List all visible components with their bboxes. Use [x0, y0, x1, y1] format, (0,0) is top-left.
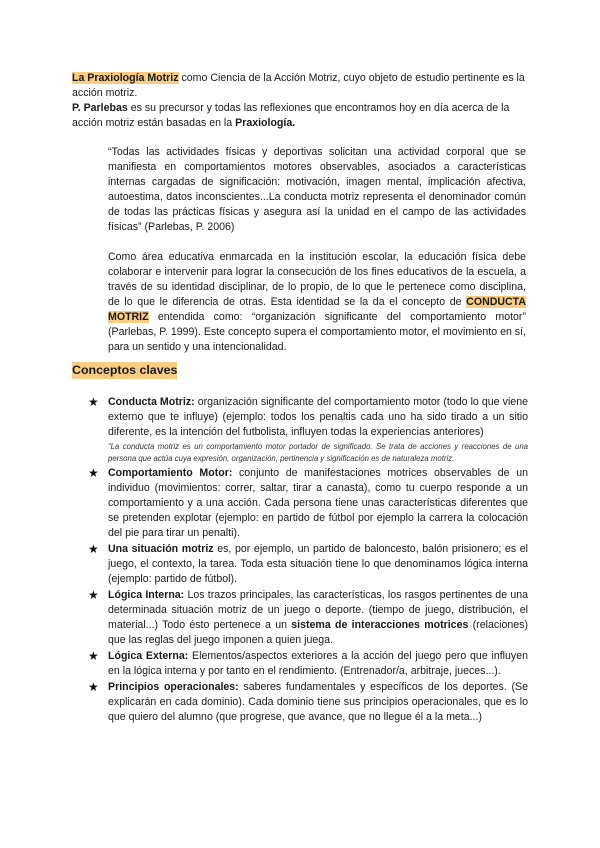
concept-term: Comportamiento Motor: [108, 467, 233, 479]
praxiologia-term-highlight: La Praxiología Motriz [72, 72, 179, 84]
education-text-after: entendida como: “organización significante del comportamiento motor” (Parlebas, P. 1999). Este concepto supera el comportamiento motor, el movimiento en sí, para un sentido y una intencionalidad. [108, 311, 526, 353]
concept-text: Los trazos principales, las características, los rasgos pertinentes de una determinada situación motriz de un juego o deporte. (tiempo de juego, distribución, el material...) Todo ésto pertenece a un [108, 589, 528, 631]
parlebas-name: P. Parlebas [72, 102, 128, 114]
concept-note: “La conducta motriz es un comportamiento motor portador de significado. Se trata de acciones y reacciones de una persona que actúa cuya expresión, organización, pertinencia y significación es de naturaleza motriz. [108, 442, 528, 463]
intro-paragraph-1 [72, 71, 528, 101]
intro-paragraph-2 [72, 101, 528, 131]
star-bullet-icon: ★ [88, 395, 99, 409]
concepts-list [88, 395, 528, 726]
star-bullet-icon: ★ [88, 588, 99, 602]
star-bullet-icon: ★ [88, 542, 99, 556]
concept-text: saberes fundamentales y específicos de los deportes. (Se explicarán en cada dominio). Cada dominio tiene sus principios operacionales, que es lo que quiero del alumno (que progrese, que avance, que no llegue él a la meta...) [108, 681, 528, 723]
intro-p1-text: como Ciencia de la Acción Motriz, cuyo objeto de estudio pertinente es la acción motriz. [72, 72, 525, 99]
concept-text: Elementos/aspectos exteriores a la acción del juego pero que influyen en la lógica interna y por tanto en el rendimiento. (Entrenador/a, arbitraje, jueces...). [108, 650, 528, 677]
concept-item [88, 649, 528, 679]
education-text-before: Como área educativa enmarcada en la institución escolar, la educación física debe colaborar e intervenir para lograr la consecución de los fines educativos de la escuela, a través de su identidad disciplinar, de lo propio, de lo que le pertenece como disciplina, de lo que le diferencia de otras. Esta identidad se la da el concepto de [108, 251, 526, 308]
concept-item [88, 588, 528, 648]
concept-term: Una situación motriz [108, 543, 214, 555]
concept-inline-term: sistema de interacciones motrices [291, 619, 469, 631]
conducta-motriz-highlight: CONDUCTA MOTRIZ [108, 296, 526, 323]
concept-item [88, 395, 528, 465]
star-bullet-icon: ★ [88, 649, 99, 663]
concept-text: organización significante del comportamiento motor (todo lo que viene externo que te influye) (ejemplo: todos los penaltis cada uno ha sido tirado a un sitio diferente, es la intención del futbolista, influyen todas la experiencias anteriores) [108, 396, 528, 438]
concept-item [88, 680, 528, 725]
concept-text: es, por ejemplo, un partido de baloncesto, balón prisionero; es el juego, el contexto, la tarea. Toda esta situación tiene lo que denominamos lógica interna (ejemplo: partido de fútbol). [108, 543, 529, 585]
praxiologia-term: Praxiología. [235, 117, 296, 129]
intro-p2-text: es su precursor y todas las reflexiones que encontramos hoy en día acerca de la acción motriz están basadas en la [72, 102, 510, 129]
intro-block [72, 71, 528, 131]
concept-term: Principios operacionales: [108, 681, 239, 693]
concept-term: Lógica Interna: [108, 589, 185, 601]
education-paragraph [108, 250, 526, 355]
concept-term: Lógica Externa: [108, 650, 189, 662]
section-title: Conceptos claves [72, 363, 178, 377]
concept-text: conjunto de manifestaciones motrices observables de un individuo (movimientos: correr, saltar, tirar a canasta), como tu cuerpo responde a un comportamiento y a una acción. Cada persona tiene unas características diferentes que se pretenden explotar (ejemplo: en partido de fútbol por ejemplo la carrera la colocación del pie para tirar un penalti). [108, 467, 528, 539]
parlebas-quote: “Todas las actividades físicas y deportivas solicitan una actividad corporal que se manifiesta en comportamientos motores observables, asociados a características internas cargadas de significación: motivación, imagen mental, implicación afectiva, autoestima, datos inconscientes...La conducta motriz representa el denominador común de todas las prácticas físicas y asegura así la unidad en el campo de las actividades físicas” (Parlebas, P. 2006) [108, 146, 526, 233]
star-bullet-icon: ★ [88, 466, 99, 480]
concept-term: Conducta Motriz: [108, 396, 195, 408]
concept-item [88, 466, 528, 541]
star-bullet-icon: ★ [88, 680, 99, 694]
concept-item [88, 542, 528, 587]
concept-text-continued: (relaciones) que las reglas del juego imponen a quien juega. [108, 619, 528, 646]
